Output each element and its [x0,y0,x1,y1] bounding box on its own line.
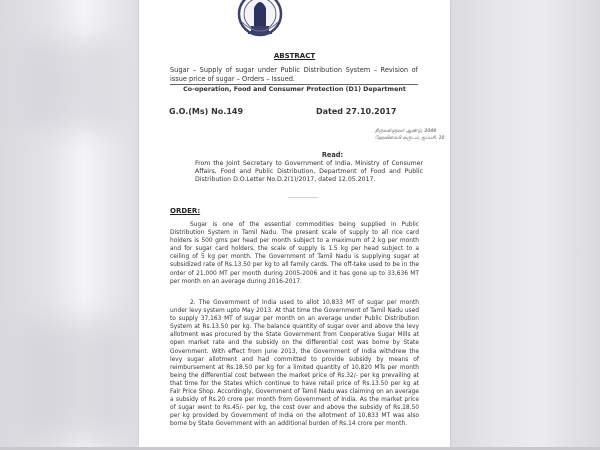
background-right [450,0,600,450]
order-paragraph-1 [170,221,419,286]
order-label: ORDER: [170,207,201,215]
emblem-icon [236,0,284,40]
abstract-title: ABSTRACT [273,52,316,60]
department-name: Co-operation, Food and Consumer Protection (D1) Department [183,86,406,93]
background-blur [20,320,130,440]
subject-text: Sugar – Supply of sugar under Public Distribution System – Revision of issue price of sugar – Orders – Issued. [170,66,418,83]
read-reference: From the Joint Secretary to Government of India, Ministry of Consumer Affairs, Food and Public Distribution, Department of Food and Public Distribution D.O.Letter No.D.2(1)/2017, dated 12.05.2017. [195,160,423,184]
paragraph-text: Sugar is one of the essential commodities being supplied in Public Distribution System in Tamil Nadu. The present scale of supply to all rice card holders is 500 gms per head per month subject to a maximum of 2 kg per month and for sugar card holders, the scale of supply is 1.5 kg per head subject to a ceiling of 5 kg per month. The Government of Tamil Nadu is supplying sugar at subsidized rate of Rs.13.50 per kg to all family cards. The off-take used to be in the order of 21,000 MT per month during 2005-2006 and it has gone up to 33,636 MT per month on an average during 2016-2017. [170,222,419,285]
document-page [139,0,450,447]
tamil-date-line1: திருவள்ளுவர் ஆண்டு, 2048 [375,129,437,134]
read-label: Read: [321,151,344,159]
go-date: Dated 27.10.2017 [316,107,397,116]
go-number: G.O.(Ms) No.149 [169,107,244,116]
separator: --------------- [288,195,319,201]
order-paragraph-2 [170,299,419,429]
background-blur [20,40,120,130]
tamil-date-line2: ஹேவிளம்பி வருடம், ஐப்பசி, 10 [375,136,445,141]
tamil-date [375,128,444,142]
paragraph-text: 2. The Government of India used to allot 10,833 MT of sugar per month under levy system upto May 2013. At that time the Government of Tamil Nadu used to supply 37,163 MT of sugar per month on an average under Public Distribution System at Rs.13.50 per kg. The balance quantity of sugar over and above the levy allotment was procured by the State Government from Cooperative Sugar Mills at open market rate and the subsidy on the differential cost was borne by State Government. With effect from June 2013, the Government of India withdrew the levy sugar allotment and had committed to provide subsidy by means of reimbursement at Rs.18.50 per kg for a limited quantity of 10,820 MTs per month being the differential cost between the market price of Rs.32/- per kg prevailing at that time for the States which continue to have retail price of Rs.13.50 per kg at Fair Price Shop. Accordingly, Government of Tamil Nadu was claiming on an average a subsidy of Rs.20 crore per month from Government of India. As the market price of sugar went to Rs.45/- per kg, the cost over and above the subsidy of Rs.18.50 per kg provided by Government of India on the allotment of 10,833 MT was also borne by State Government with an additional burden of Rs.14 crore per month. [170,300,419,428]
